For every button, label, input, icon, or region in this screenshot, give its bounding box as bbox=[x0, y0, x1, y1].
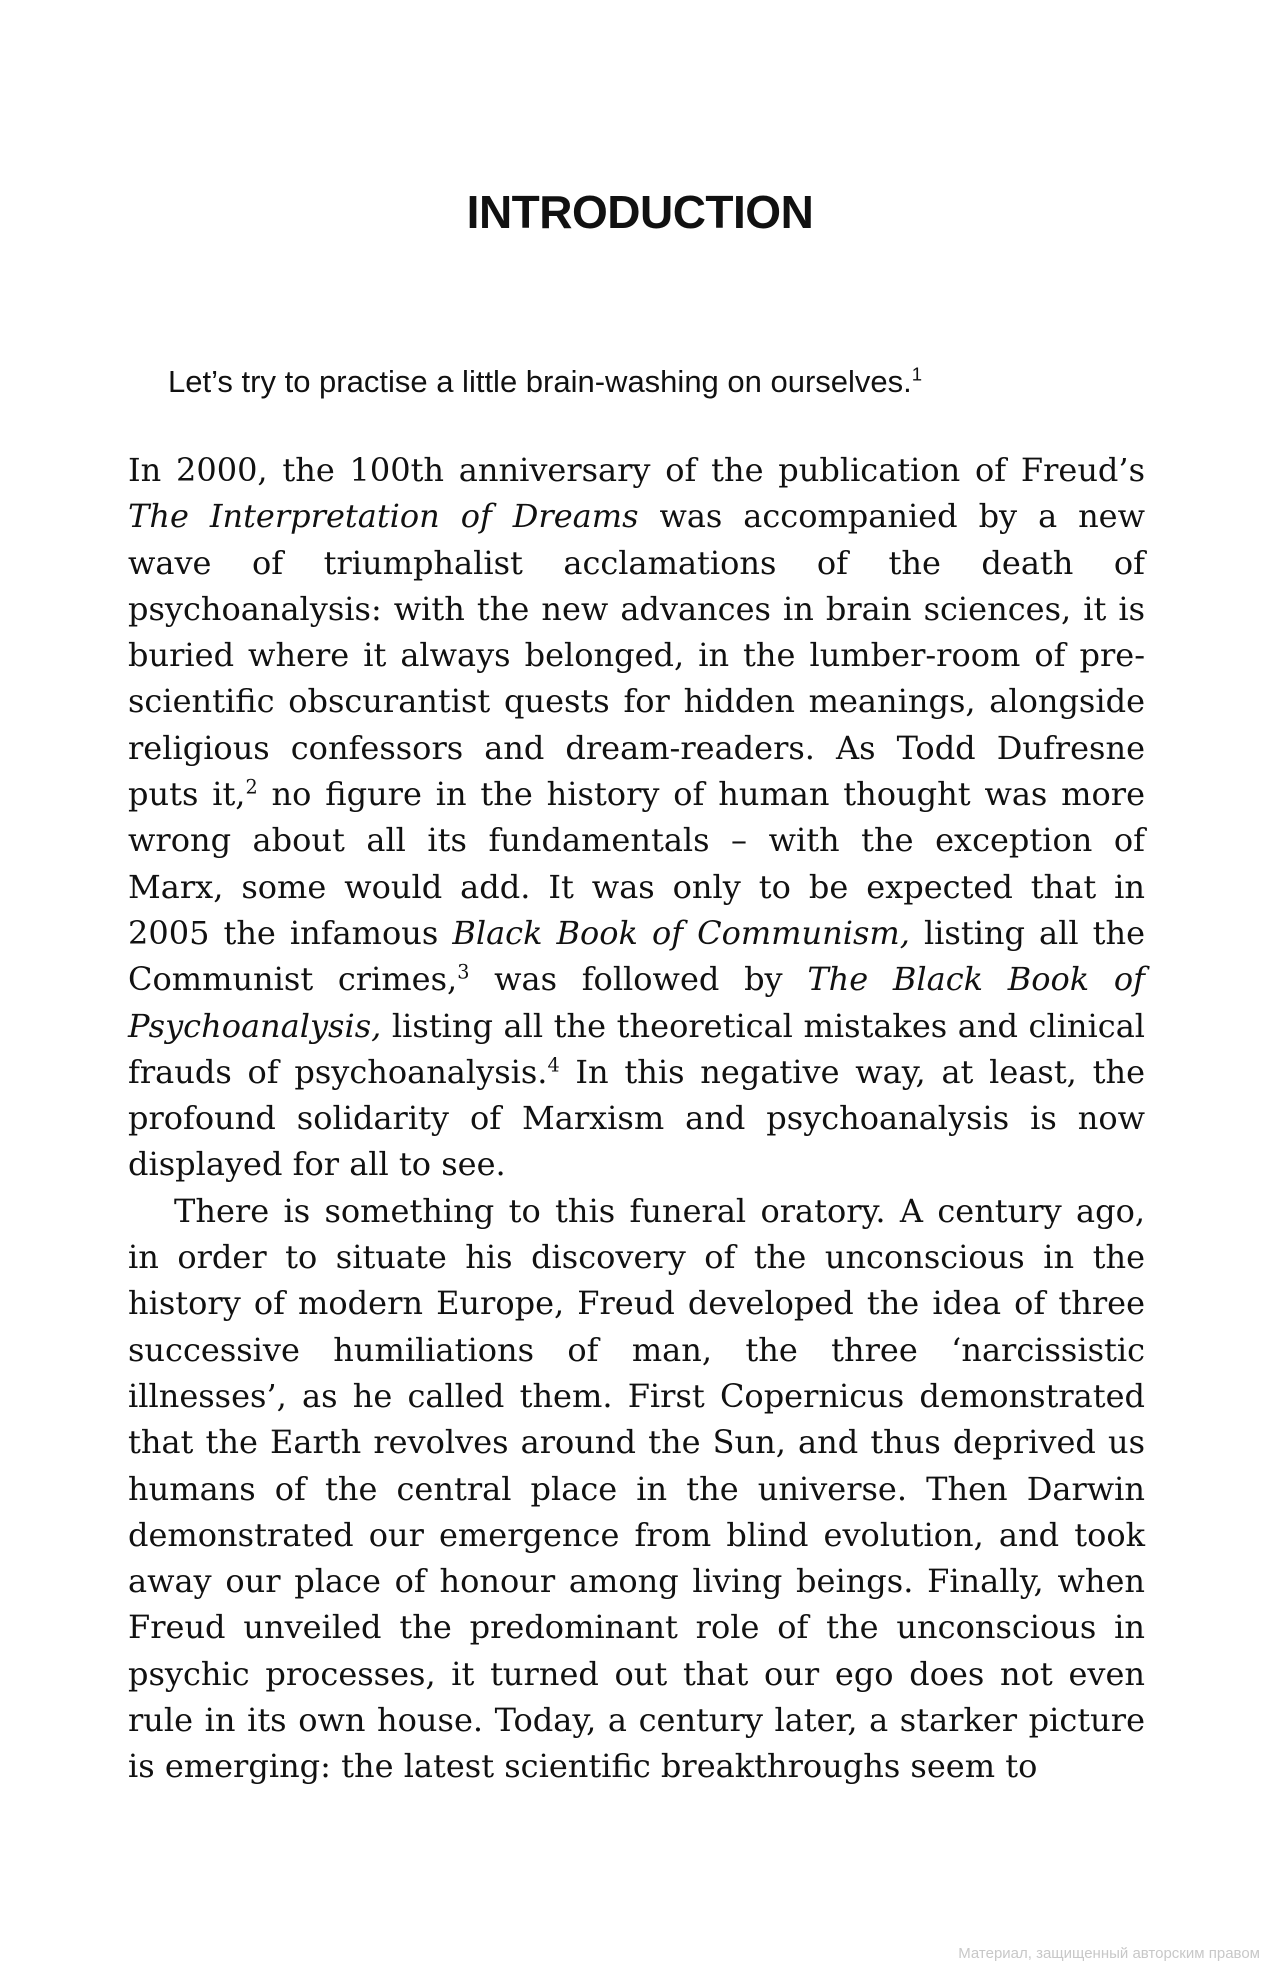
book-title-interpretation-of-dreams: The Interpretation of Dreams bbox=[128, 497, 639, 536]
paragraph-1-text-a: In 2000, the 100th anniversary of the publication of Freud’s bbox=[128, 451, 1145, 489]
epigraph bbox=[168, 360, 1128, 404]
paragraph-1-text-g: In this negative way, at least, the profound solidarity of Marxism and psychoanalysis is now displayed for all to see. bbox=[128, 1052, 1146, 1184]
book-title-black-book-of-psychoanalysis: The Black Book of Psychoanalysis, bbox=[128, 960, 1146, 1045]
footnote-marker-3: 3 bbox=[457, 960, 470, 984]
footnote-marker-4: 4 bbox=[547, 1053, 560, 1077]
paragraph-1 bbox=[128, 447, 1145, 1188]
paragraph-1-text-f: listing all the theoretical mistakes and clinical frauds of psychoanalysis. bbox=[128, 1006, 1145, 1091]
footnote-marker-1: 1 bbox=[911, 363, 923, 385]
body-text bbox=[128, 447, 1145, 1790]
paragraph-1-text-d: listing all the Communist crimes, bbox=[128, 913, 1146, 999]
paragraph-1-text-e: was followed by bbox=[469, 960, 808, 999]
paragraph-1-text-b: was accompanied by a new wave of triumphalist acclamations of the death of psychoanalysis: with the new advances in brain sciences, it is buried where it always belonged, in the lumber-room of pre-scientific obscurantist quests for hidden meanings, alongside religious confessors and dream-readers. As Todd Dufresne puts it, bbox=[128, 497, 1146, 814]
paragraph-1-text-c: no figure in the history of human thought was more wrong about all its fundamentals – with the exception of Marx, some would add. It was only to be expected that in 2005 the infamous bbox=[128, 775, 1146, 952]
paragraph-2: There is something to this funeral oratory. A century ago, in order to situate his discovery of the unconscious in the history of modern Europe, Freud developed the idea of three successive humiliations of man, the three ‘narcissistic illnesses’, as he called them. First Copernicus demonstrated that the Earth revolves around the Sun, and thus deprived us humans of the central place in the universe. Then Darwin demonstrated our emergence from blind evolution, and took away our place of honour among living beings. Finally, when Freud unveiled the predominant role of the unconscious in psychic processes, it turned out that our ego does not even rule in its own house. Today, a century later, a starker picture is emerging: the latest scientific breakthroughs seem to bbox=[128, 1191, 1145, 1786]
copyright-watermark: Материал, защищенный авторским правом bbox=[958, 1945, 1260, 1962]
epigraph-text: Let’s try to practise a little brain-washing on ourselves. bbox=[168, 364, 912, 399]
footnote-marker-2: 2 bbox=[245, 775, 258, 799]
book-title-black-book-of-communism: Black Book of Communism, bbox=[452, 913, 910, 952]
chapter-title: INTRODUCTION bbox=[466, 186, 814, 238]
